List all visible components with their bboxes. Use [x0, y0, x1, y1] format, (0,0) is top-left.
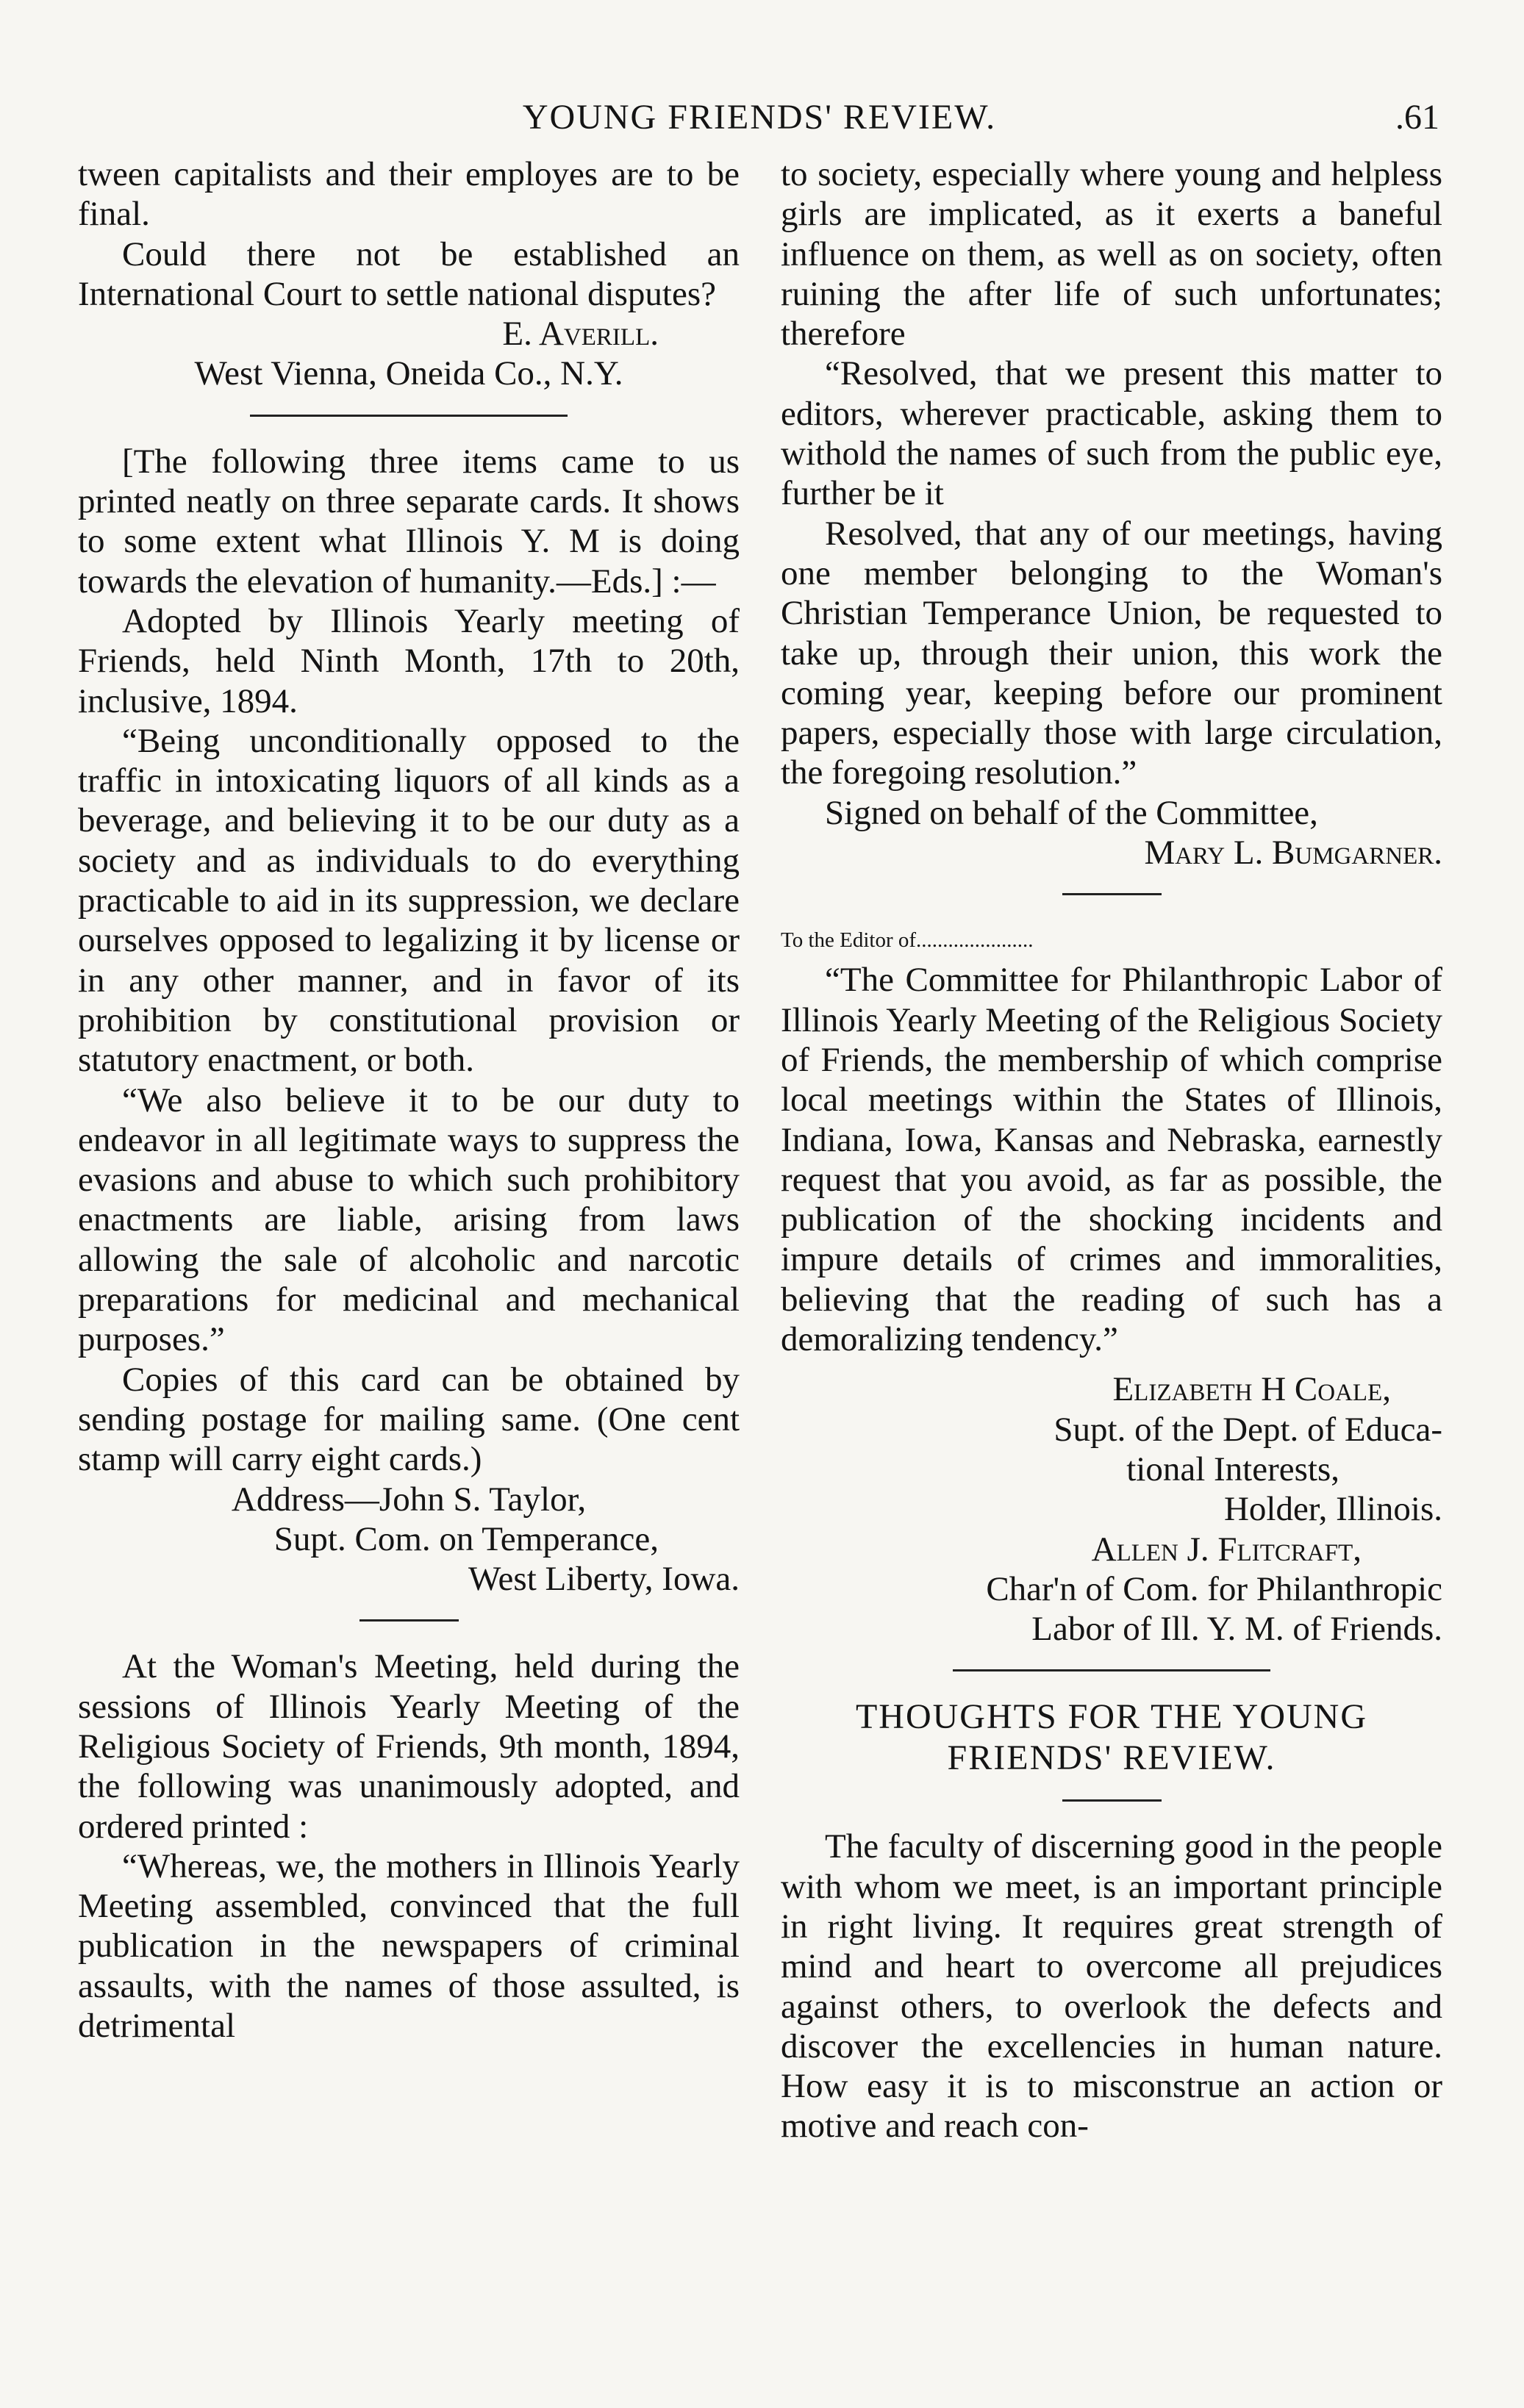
left-column: [78, 154, 740, 2046]
section-divider: [1062, 1799, 1162, 1802]
signature-place: West Vienna, Oneida Co., N.Y.: [194, 354, 623, 393]
paragraph: “Whereas, we, the mothers in Illinois Yearly Meeting assembled, convinced that the full publication in the newspapers of criminal assaults, with the names of those assulted, is detrimental: [78, 1846, 740, 2046]
signature-line: tional Interests,: [1126, 1450, 1339, 1488]
signature-line: Char'n of Com. for Philanthropic: [986, 1569, 1442, 1608]
paragraph: “Resolved, that we present this matter to editors, wherever practicable, asking them to withold the names of such from the public eye, further be it: [781, 354, 1442, 513]
page-header: [79, 94, 1439, 146]
section-divider: [1062, 893, 1162, 895]
signature-line: Labor of Ill. Y. M. of Friends.: [1031, 1610, 1442, 1649]
right-column: [781, 154, 1442, 2146]
running-title: YOUNG FRIENDS' REVIEW.: [522, 98, 997, 137]
page-number: .61: [1395, 98, 1439, 137]
signature-name: Allen J. Flitcraft,: [1091, 1530, 1362, 1569]
section-divider: [359, 1619, 459, 1622]
paragraph: At the Woman's Meeting, held during the sessions of Illinois Yearly Meeting of the Religious Society of Friends, 9th month, 1894, the following was unanimously adopted, and ordered printed :: [78, 1647, 740, 1846]
paragraph: “The Committee for Philanthropic Labor of Illinois Yearly Meeting of the Religious Society of Friends, the membership of which comprise local meetings within the States of Illinois, Indiana, Iowa, Kansas and Nebraska, earnestly request that you avoid, as far as possible, the publication of the shocking incidents and impure details of crimes and immoralities, believing that the reading of such has a demoralizing tendency.”: [781, 961, 1442, 1359]
section-divider: [953, 1669, 1270, 1671]
paragraph: The faculty of discerning good in the people with whom we meet, is an important principle in right living. It requires great strength of mind and heart to overcome all prejudices against others, to overlook the defects and discover the excellencies in human nature. How easy it is to misconstrue an action or motive and reach con-: [781, 1827, 1442, 2146]
address-line: Address—John S. Taylor,: [231, 1480, 587, 1519]
paragraph: Resolved, that any of our meetings, having one member belonging to the Woman's Christian Temperance Union, be requested to take up, through their union, this work the coming year, keeping before our prominent papers, especially those with large circulation, the foregoing resolution.”: [781, 514, 1442, 792]
paragraph: to society, especially where young and helpless girls are implicated, as it exerts a baneful influence on them, as well as on society, often ruining the after life of such unfortunates; therefore: [781, 155, 1442, 354]
editor-note: [The following three items came to us printed neatly on three separate cards. It shows to some extent what Illinois Y. M is doing towards the elevation of humanity.—Eds.] :—: [78, 442, 740, 601]
address-line: West Liberty, Iowa.: [468, 1560, 740, 1599]
signature-line: Holder, Illinois.: [1223, 1490, 1442, 1529]
section-heading: THOUGHTS FOR THE YOUNG FRIENDS' REVIEW.: [855, 1697, 1367, 1778]
section-divider: [250, 415, 568, 417]
signature-name: Mary L. Bumgarner.: [1144, 834, 1442, 872]
paragraph: tween capitalists and their employes are to be final.: [78, 155, 740, 234]
paragraph: “Being unconditionally opposed to the traffic in intoxicating liquors of all kinds as a beverage, and believing it to be our duty as a society and as individuals to do everything practicable to aid in its suppression, we declare ourselves opposed to legalizing it by license or in any other manner, and in favor of its prohibition by constitutional provision or statutory enactment, or both.: [78, 721, 740, 1080]
paragraph: “We also believe it to be our duty to endeavor in all legitimate ways to suppress the evasions and abuse to which such prohibitory enactments are liable, arising from laws allowing the sale of alcoholic and narcotic preparations for medicinal and mechanical purposes.”: [78, 1081, 740, 1359]
to-editor-line: To the Editor of......................: [781, 928, 1034, 953]
paragraph: Copies of this card can be obtained by sending postage for mailing same. (One cent stamp will carry eight cards.): [78, 1360, 740, 1479]
paragraph: Could there not be established an International Court to settle national disputes?: [78, 234, 740, 313]
signature-name: E. Averill.: [502, 315, 659, 354]
signature-line: Supt. of the Dept. of Educa-: [1053, 1410, 1442, 1449]
address-line: Supt. Com. on Temperance,: [273, 1519, 659, 1558]
signature-name: Elizabeth H Coale,: [1112, 1370, 1391, 1409]
paragraph: Adopted by Illinois Yearly meeting of Friends, held Ninth Month, 17th to 20th, inclusive, 1894.: [78, 601, 740, 720]
paragraph: Signed on behalf of the Committee,: [825, 793, 1318, 832]
